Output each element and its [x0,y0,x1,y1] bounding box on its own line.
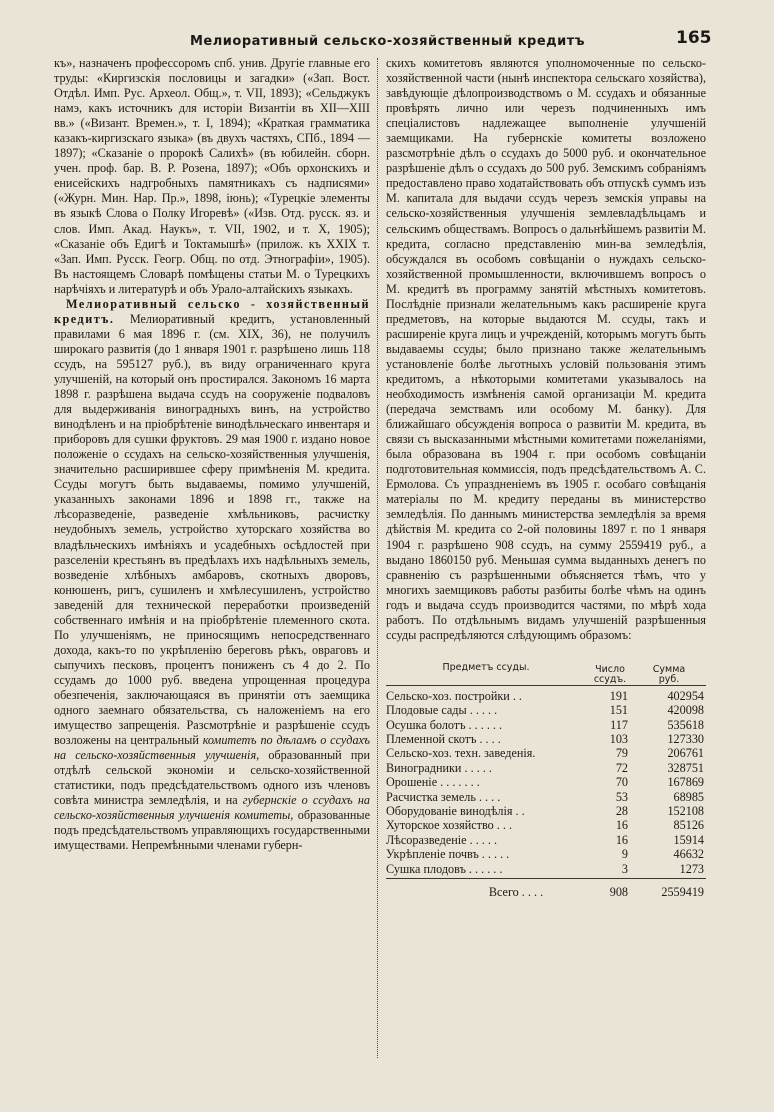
table-row [386,775,706,789]
table-total-row [386,881,706,903]
cell-count: 53 [615,789,628,804]
cell-count: 3 [621,861,628,876]
cell-subject: Хуторское хозяйство . . . [386,818,513,833]
cell-subject: Оборудованiе винодѣлiя . . [386,803,525,818]
cell-subject: Расчистка земель . . . . [386,789,501,804]
header-sum-line2: руб. [658,673,680,685]
cell-count: 79 [615,746,628,761]
right-column [386,56,706,903]
article-headword: Мелиоративный сельско - хозяйственный кредитъ. [54,296,370,326]
cell-subject: Орошенiе . . . . . . . [386,775,480,790]
cell-sum: 68985 [673,789,704,804]
table-body [386,685,706,879]
table-row [386,833,706,847]
table-row [386,718,706,732]
cell-sum: 167869 [667,775,704,790]
cell-sum: 152108 [667,803,704,818]
cell-sum: 1273 [679,861,704,876]
cell-count: 151 [609,703,628,718]
cell-sum: 420098 [667,703,704,718]
cell-count: 16 [615,818,628,833]
left-column [54,56,370,853]
header-count-line2: ссудъ. [593,673,627,685]
total-count: 908 [609,884,628,899]
cell-count: 16 [615,832,628,847]
header-count-line1: Число [595,663,625,675]
article-italic-term: губернскiе о ссудахъ на сельско-хозяйственныя улучшенiя комитеты [54,793,370,823]
loans-table [386,653,706,903]
article-paragraph [54,297,370,854]
cell-sum: 85126 [673,818,704,833]
cell-sum: 46632 [673,847,704,862]
table-row [386,689,706,703]
total-sum: 2559419 [661,884,704,899]
cell-count: 117 [610,717,628,732]
table-row [386,790,706,804]
cell-count: 72 [615,760,628,775]
cell-subject: Лѣсоразведенiе . . . . . [386,832,498,847]
header-sum [634,665,704,685]
article-text: Мелиоративный кредитъ, установленный правилами 6 мая 1896 г. (см. XIX, 36), не получилъ широкаго развитiя (до 1 января 1901 г. разрѣшено лишь 118 ссудъ, на 595127 руб.), въ виду ограниченнаго круга улучшенiй, на который онъ простирался. Закономъ 16 марта 1898 г. разрѣшена выдача ссудъ на сооруженiе подваловъ для выдерживанiя виноградныхъ винъ, на устройство винодѣленъ и на прiобрѣтенiе винодѣльческаго инвентаря и приборовъ для сушки фруктовъ. 29 мая 1900 г. издано новое положенiе о ссудахъ на сельско-хозяйственныя улучшенiя, значительно расширившее сферу примѣненiя М. кредита. Ссуды могутъ быть выдаваемы, помимо улучшенiй, указанныхъ законами 1896 и 1898 гг., также на лѣсоразведенiе, разведенiе хмѣльниковъ, расчистку неудобныхъ земель, устройство хуторскаго хозяйства во владѣльческихъ имѣнiяхъ и усадебныхъ осѣдлостей при разселенiи крестьянъ въ предѣлахъ ихъ надѣльныхъ земель, возведенiе хлѣбныхъ амбаровъ, скотныхъ дворовъ, конюшенъ, ригъ, сушиленъ и хмѣлесушиленъ, устройство заведенiй для технической переработки произведенiй собственнаго имѣнiя и на прiобрѣтенiе племенного скота. По улучшенiямъ, не приносящимъ непосредственнаго дохода, какъ-то по укрѣпленiю береговъ рѣкъ, овраговъ и сыпучихъ песковъ, процентъ пониженъ съ 4 до 2. По ссудамъ до 1000 руб. введена упрощенная процедура обезпеченiя, заключающаяся въ принятiи отъ заемщика одного заемнаго обязательства, съ наложенiемъ на его имущество запрещенiя. Разсмотрѣнiе и разрѣшенiе ссудъ возложены на центральный [54,311,370,748]
page-number: 165 [676,28,712,48]
cell-count: 28 [615,803,628,818]
header-sum-line1: Сумма [652,663,686,675]
total-label: Всего . . . . [488,884,544,899]
table-row [386,847,706,861]
table-header [386,653,706,685]
cell-count: 103 [609,732,628,746]
cell-subject: Племенной скотъ . . . . [386,732,501,746]
cell-count: 191 [609,688,628,703]
cell-sum: 535618 [667,717,704,732]
cell-sum: 328751 [667,760,704,775]
cell-subject: Плодовые сады . . . . . [386,703,498,718]
article-end-paragraph: къ», назначенъ профессоромъ спб. унив. Другiе главные его труды: «Киргизскiя пословицы и загадки» («Зап. Вост. Отдѣл. Имп. Рус. Археол. Общ.», т. VII, 1893); «Сельджукъ намэ, какъ источникъ для исторiи Византiи въ XII—XIII вв.» («Визант. Времен.», т. I, 1894); «Краткая грамматика казакъ-киргизскаго языка» (въ двухъ частяхъ, СПб., 1894 — 1897); «Сказанiе о пророкѣ Салихѣ» (въ юбилейн. сборн. учен. проф. бар. В. Р. Розена, 1897); «Объ орхонскихъ и енисейскихъ надгробныхъ памятникахъ съ надписями» («Журн. Мин. Нар. Пр.», 1898, iюнь); «Турецкiе элементы въ языкѣ Слова о Полку Игоревѣ» («Изв. Отд. русск. яз. и слов. Имп. Акад. Наукъ», т. VII, 1902, и т. X, 1905); «Сказанiе объ Едигѣ и Токтамышѣ» (прилож. къ XXIX т. «Зап. Имп. Русск. Геогр. Общ. по отд. Этнографiи», 1905). Въ настоящемъ Словарѣ помѣщены статьи М. о Турецкихъ нарѣчiяхъ и литературѣ и объ Урало-алтайскихъ языкахъ. [54,56,370,296]
article-italic-term: комитетъ по дѣламъ о ссудахъ на сельско-хозяйственныя улучшенiя [54,733,370,763]
table-row [386,746,706,760]
table-row [386,703,706,717]
cell-sum: 15914 [673,832,704,847]
table-row [386,732,706,746]
column-divider [377,58,379,1058]
cell-subject: Сельско-хоз. техн. заведенiя. [386,746,536,761]
cell-subject: Укрѣпленiе почвъ . . . . . [386,847,510,862]
cell-subject: Виноградники . . . . . [386,760,492,775]
cell-sum: 206761 [667,746,704,761]
header-subject: Предметъ ссуды. [442,661,530,673]
article-text: , образованные подъ предсѣдательствомъ управляющихъ государственными имуществами. Непремѣнными членами губерн- [54,808,370,853]
table-row [386,862,706,876]
cell-subject: Сельско-хоз. постройки . . [386,688,522,703]
cell-subject: Осушка болотъ . . . . . . [386,717,503,732]
table-row [386,804,706,818]
table-row [386,818,706,832]
cell-sum: 127330 [667,732,704,746]
article-text: , образованный при отдѣлѣ сельской экономiи и сельско-хозяйственной статистики, подъ предсѣдательствомъ одного изъ членовъ совѣта министра земледѣлiя, и на [54,748,370,808]
article-continuation: скихъ комитетовъ являются уполномоченные по сельско-хозяйственной части (нынѣ инспектора сельскаго хозяйства), завѣдующiе дѣлопроизводствомъ о М. ссудахъ и обязанные провѣрять лично или черезъ подчиненныхъ имъ спецiалистовъ надлежащее выполненiе улучшенiй заемщиками. На губернскiе комитеты возложено разсмотрѣнiе дѣлъ о ссудахъ до 5000 руб. и окончательное разрѣшенiе дѣлъ о ссудахъ до 500 руб. Земскимъ собранiямъ предоставлено право ходатайствовать объ отпускѣ суммъ изъ М. капитала для выдачи ссудъ черезъ земскiя управы на сельско-хозяйственныя улучшенiя землевладѣльцамъ и сельскимъ обществамъ. Вопросъ о дальнѣйшемъ развитiи М. кредита, согласно представленiю мин-ва земледѣлiя, обсуждался въ особомъ совѣщанiи о нуждахъ сельско-хозяйственной промышленности, включившемъ вопросъ о М. кредитѣ въ программу занятiй мѣстныхъ комитетовъ. Послѣднiе признали желательнымъ какъ расширенiе круга предметовъ, на которые выдаются М. ссуды, такъ и расширенiе круга лицъ и учрежденiй, которымъ могутъ быть выдаваемы ссуды; было признано также желательнымъ установленiе болѣе льготныхъ условiй пользованiя этимъ кредитомъ, а нѣкоторыми комитетами указывалось на необходимость измѣненiя самой организацiи М. кредита (передача земствамъ или особому М. банку). Для ближайшаго обсужденiя вопроса о развитiи М. кредита, въ связи съ высказанными мѣстными комитетами пожеланiями, была образована въ 1904 г. при особомъ совѣщанiи подготовительная коммиссiя, подъ предсѣдательствомъ А. С. Ермолова. Съ упраздненiемъ въ 1905 г. особаго совѣщанiя матерiалы по М. кредиту переданы въ министерство земледѣлiя. По даннымъ министерства земледѣлiя за время дѣйствiя М. кредита со 2-ой половины 1897 г. по 1 января 1904 г. разрѣшено 908 ссудъ, на сумму 2559419 руб., а выдано 1860150 руб. Меньшая сумма выданныхъ денегъ по сравненiю съ разрѣшенными объясняется тѣмъ, что у многихъ заемщиковъ работы разбиты болѣе чѣмъ на одинъ годъ и выдача ссудъ производится частями, по мѣрѣ хода работъ. По отдѣльнымъ видамъ улучшенiй разрѣшенныя ссуды распредѣляются слѣдующимъ образомъ: [386,56,706,642]
cell-sum: 402954 [667,688,704,703]
header-count [586,665,634,685]
cell-count: 9 [621,847,628,862]
cell-subject: Сушка плодовъ . . . . . . [386,861,503,876]
table-row [386,761,706,775]
running-title: Мелиоративный сельско-хозяйственный кредитъ [190,34,586,49]
cell-count: 70 [615,775,628,790]
